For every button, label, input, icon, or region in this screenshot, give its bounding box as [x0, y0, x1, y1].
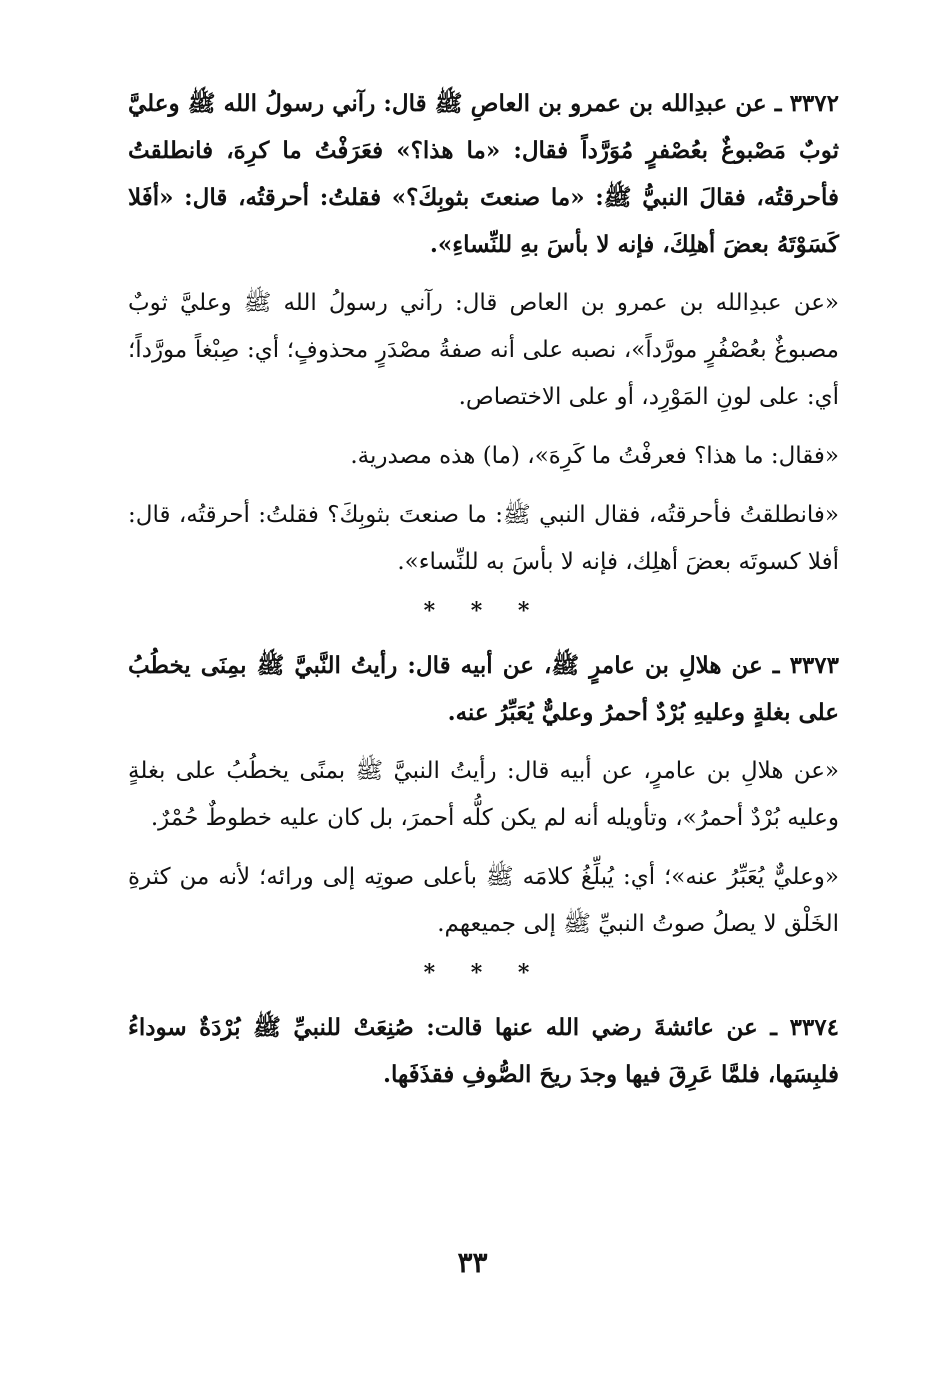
- commentary-paragraph: «عن عبدِالله بن عمرو بن العاص قال: رآني رسولُ الله ﷺ وعليَّ ثوبٌ مصبوغٌ بعُصْفُرٍ مورَّداً»، نصبه على أنه صفةُ مصْدَرٍ محذوفٍ؛ أي: صِبْغاً مورَّداً؛ أي: على لونِ المَوْرِد، أو على الاختصاص.: [128, 290, 839, 410]
- hadith-3372: ٣٣٧٢ ـ عن عبدِالله بن عمرو بن العاصِ ﷺ قال: رآني رسولُ الله ﷺ وعليَّ ثوبٌ مَصْبوغٌ بعُصْفرٍ مُوَرَّداً فقال: «ما هذا؟» فعَرَفْتُ ما كرِهَ، فانطلقتُ فأحرقتُه، فقالَ النبيُّ ﷺ: «ما صنعتَ بثوبِكَ؟» فقلتُ: أحرقتُه، قال: «أفَلا كَسَوْتَهُ بعضَ أهلِكَ، فإنه لا بأسَ بهِ للنِّساءِ».: [128, 90, 839, 258]
- page-number: ٣٣: [457, 1246, 488, 1279]
- hadith-3374: ٣٣٧٤ ـ عن عائشةَ رضي الله عنها قالت: صُنِعَتْ للنبيِّ ﷺ بُرْدَةٌ سوداءُ فلبِسَها، فلمَّا عَرِقَ فيها وجدَ ريحَ الصُّوفِ فقذَفَها.: [128, 1014, 839, 1088]
- section-separator: * * *: [423, 598, 544, 624]
- section-separator: * * *: [423, 960, 544, 986]
- commentary-paragraph: «فقال: ما هذا؟ فعرفْتُ ما كَرِهَ»، (ما) هذه مصدرية.: [350, 443, 839, 469]
- commentary-paragraph: «وعليٌّ يُعَبِّرُ عنه»؛ أي: يُبلِّغُ كلامَه ﷺ بأعلى صوتِه إلى ورائه؛ لأنه من كثرةِ الخَلْق لا يصلُ صوتُ النبيِّ ﷺ إلى جميعهم.: [128, 864, 839, 937]
- commentary-paragraph: «عن هلالِ بن عامرٍ، عن أبيه قال: رأيتُ النبيَّ ﷺ بمنًى يخطُبُ على بغلةٍ وعليه بُرْدٌ أحمرُ»، وتأويله أنه لم يكن كلُّه أحمرَ، بل كان عليه خطوطٌ حُمْرٌ.: [128, 758, 839, 831]
- hadith-3373: ٣٣٧٣ ـ عن هلالِ بن عامرٍ ﷺ، عن أبيه قال: رأيتُ النَّبيَّ ﷺ بمِنَى يخطُبُ على بغلةٍ وعليهِ بُرْدٌ أحمرُ وعليٌّ يُعَبِّرُ عنه.: [128, 652, 839, 726]
- commentary-paragraph: «فانطلقتُ فأحرقتُه، فقال النبي ﷺ: ما صنعتَ بثوبِكَ؟ فقلتُ: أحرقتُه، قال: أفلا كسوتَه بعضَ أهلِك، فإنه لا بأسَ به للنِّساء».: [128, 502, 839, 575]
- page-body: [128, 80, 839, 1110]
